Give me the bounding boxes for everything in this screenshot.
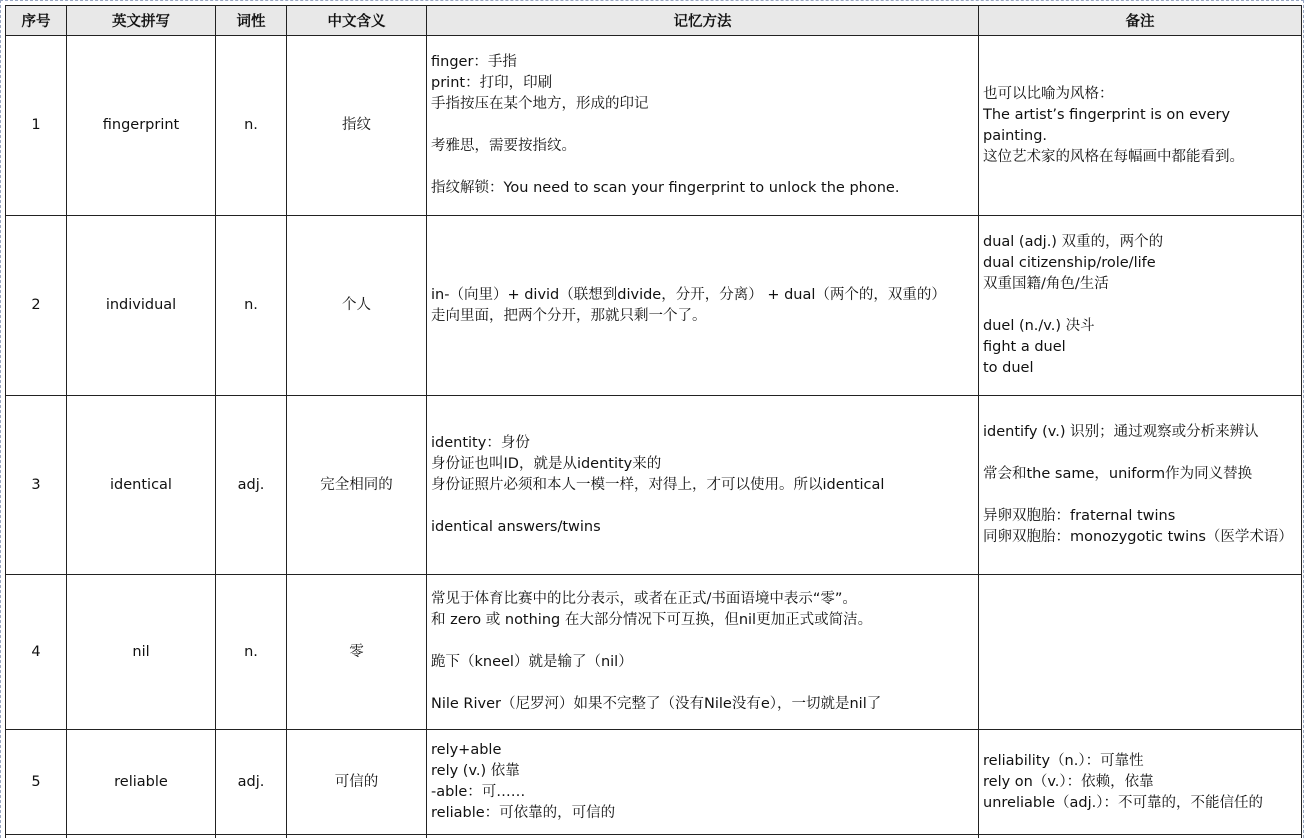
memory-line: in-（向里）+ divid（联想到divide，分开，分离） + dual（两个的，双重的） bbox=[431, 286, 946, 303]
table-row bbox=[6, 835, 1302, 838]
header-word[interactable]: 英文拼写 bbox=[67, 6, 216, 36]
cell-memory[interactable] bbox=[427, 216, 979, 396]
table-row bbox=[6, 396, 1302, 575]
table-row bbox=[6, 216, 1302, 396]
header-memory[interactable]: 记忆方法 bbox=[427, 6, 979, 36]
cell-memory[interactable] bbox=[427, 730, 979, 835]
memory-line: rely (v.) 依靠 bbox=[431, 763, 520, 779]
vocabulary-table bbox=[5, 5, 1302, 838]
cell-pos[interactable]: n. bbox=[216, 575, 287, 730]
cell-meaning[interactable]: 指纹 bbox=[287, 36, 427, 216]
cell-meaning[interactable] bbox=[287, 835, 427, 838]
cell-meaning[interactable]: 完全相同的 bbox=[287, 396, 427, 575]
note-line: 异卵双胞胎：fraternal twins bbox=[983, 508, 1176, 524]
cell-no[interactable]: 3 bbox=[6, 396, 67, 575]
header-no[interactable]: 序号 bbox=[6, 6, 67, 36]
memory-line bbox=[431, 631, 974, 652]
memory-line: reliable：可依靠的，可信的 bbox=[431, 805, 616, 821]
cell-word[interactable]: nil bbox=[67, 575, 216, 730]
header-meaning[interactable]: 中文含义 bbox=[287, 6, 427, 36]
note-line bbox=[983, 443, 1297, 464]
note-line: identify (v.) 识别；通过观察或分析来辨认 bbox=[983, 424, 1259, 440]
memory-line bbox=[431, 673, 974, 694]
cell-notes[interactable] bbox=[979, 216, 1302, 396]
cell-pos[interactable]: n. bbox=[216, 216, 287, 396]
cell-word[interactable]: identical bbox=[67, 396, 216, 575]
memory-line: identical answers/twins bbox=[431, 518, 601, 535]
cell-word[interactable]: reliable bbox=[67, 730, 216, 835]
note-line: 也可以比喻为风格： bbox=[983, 85, 1114, 102]
memory-line bbox=[431, 496, 974, 517]
note-line bbox=[983, 485, 1297, 506]
cell-memory[interactable] bbox=[427, 36, 979, 216]
cell-meaning[interactable]: 零 bbox=[287, 575, 427, 730]
header-pos[interactable]: 词性 bbox=[216, 6, 287, 36]
memory-line: 身份证也叫ID，就是从identity来的 bbox=[431, 455, 662, 472]
cell-pos[interactable]: n. bbox=[216, 36, 287, 216]
cell-pos[interactable]: adj. bbox=[216, 730, 287, 835]
memory-line: 跪下（kneel）就是输了（nil） bbox=[431, 654, 633, 670]
note-line: fight a duel bbox=[983, 339, 1066, 355]
note-line: to duel bbox=[983, 360, 1034, 376]
note-line: unreliable（adj.）：不可靠的，不能信任的 bbox=[983, 794, 1264, 811]
cell-notes[interactable] bbox=[979, 730, 1302, 835]
cell-memory[interactable] bbox=[427, 575, 979, 730]
note-line: 这位艺术家的风格在每幅画中都能看到。 bbox=[983, 148, 1244, 165]
memory-line: Nile River（尼罗河）如果不完整了（没有Nile没有e），一切就是nil了 bbox=[431, 696, 882, 712]
table-row bbox=[6, 730, 1302, 835]
cell-pos[interactable] bbox=[216, 835, 287, 838]
cell-notes[interactable] bbox=[979, 36, 1302, 216]
note-line: dual (adj.) 双重的，两个的 bbox=[983, 234, 1164, 250]
cell-notes[interactable] bbox=[979, 396, 1302, 575]
note-line: reliability（n.）：可靠性 bbox=[983, 752, 1144, 769]
memory-line: 常见于体育比赛中的比分表示，或者在正式/书面语境中表示“零”。 bbox=[431, 591, 857, 607]
memory-line: finger：手指 bbox=[431, 54, 517, 70]
cell-no[interactable]: 2 bbox=[6, 216, 67, 396]
cell-no[interactable]: 4 bbox=[6, 575, 67, 730]
memory-line: 身份证照片必须和本人一模一样，对得上，才可以使用。所以identical bbox=[431, 476, 885, 493]
note-line bbox=[983, 295, 1297, 316]
cell-no[interactable]: 5 bbox=[6, 730, 67, 835]
memory-line: 和 zero 或 nothing 在大部分情况下可互换，但nil更加正式或简洁。 bbox=[431, 612, 873, 628]
note-line: rely on（v.）：依赖，依靠 bbox=[983, 773, 1154, 790]
note-line: The artist’s fingerprint is on every painting. bbox=[983, 106, 1235, 144]
cell-memory[interactable] bbox=[427, 396, 979, 575]
cell-notes[interactable] bbox=[979, 575, 1302, 730]
memory-line: -able：可…… bbox=[431, 784, 526, 800]
memory-line: 指纹解锁：You need to scan your fingerprint to unlock the phone. bbox=[431, 180, 900, 196]
memory-line bbox=[431, 115, 974, 136]
cell-no[interactable] bbox=[6, 835, 67, 838]
cell-word[interactable] bbox=[67, 835, 216, 838]
note-line: 常会和the same，uniform作为同义替换 bbox=[983, 466, 1253, 482]
cell-notes[interactable] bbox=[979, 835, 1302, 838]
header-notes[interactable]: 备注 bbox=[979, 6, 1302, 36]
note-line: duel (n./v.) 决斗 bbox=[983, 318, 1095, 334]
cell-meaning[interactable]: 个人 bbox=[287, 216, 427, 396]
memory-line: identity：身份 bbox=[431, 434, 530, 451]
cell-word[interactable]: fingerprint bbox=[67, 36, 216, 216]
note-line: dual citizenship/role/life bbox=[983, 255, 1156, 271]
memory-line: 考雅思，需要按指纹。 bbox=[431, 138, 576, 154]
table-row bbox=[6, 36, 1302, 216]
cell-memory[interactable] bbox=[427, 835, 979, 838]
cell-meaning[interactable]: 可信的 bbox=[287, 730, 427, 835]
memory-line: rely+able bbox=[431, 742, 502, 758]
cell-no[interactable]: 1 bbox=[6, 36, 67, 216]
memory-line: 手指按压在某个地方，形成的印记 bbox=[431, 96, 649, 112]
note-line: 同卵双胞胎：monozygotic twins（医学术语） bbox=[983, 529, 1293, 545]
memory-line: print：打印，印刷 bbox=[431, 75, 553, 91]
table-row bbox=[6, 575, 1302, 730]
cell-word[interactable]: individual bbox=[67, 216, 216, 396]
memory-line bbox=[431, 157, 974, 178]
cell-pos[interactable]: adj. bbox=[216, 396, 287, 575]
note-line: 双重国籍/角色/生活 bbox=[983, 276, 1109, 292]
header-row bbox=[6, 6, 1302, 36]
memory-line: 走向里面，把两个分开，那就只剩一个了。 bbox=[431, 307, 707, 324]
